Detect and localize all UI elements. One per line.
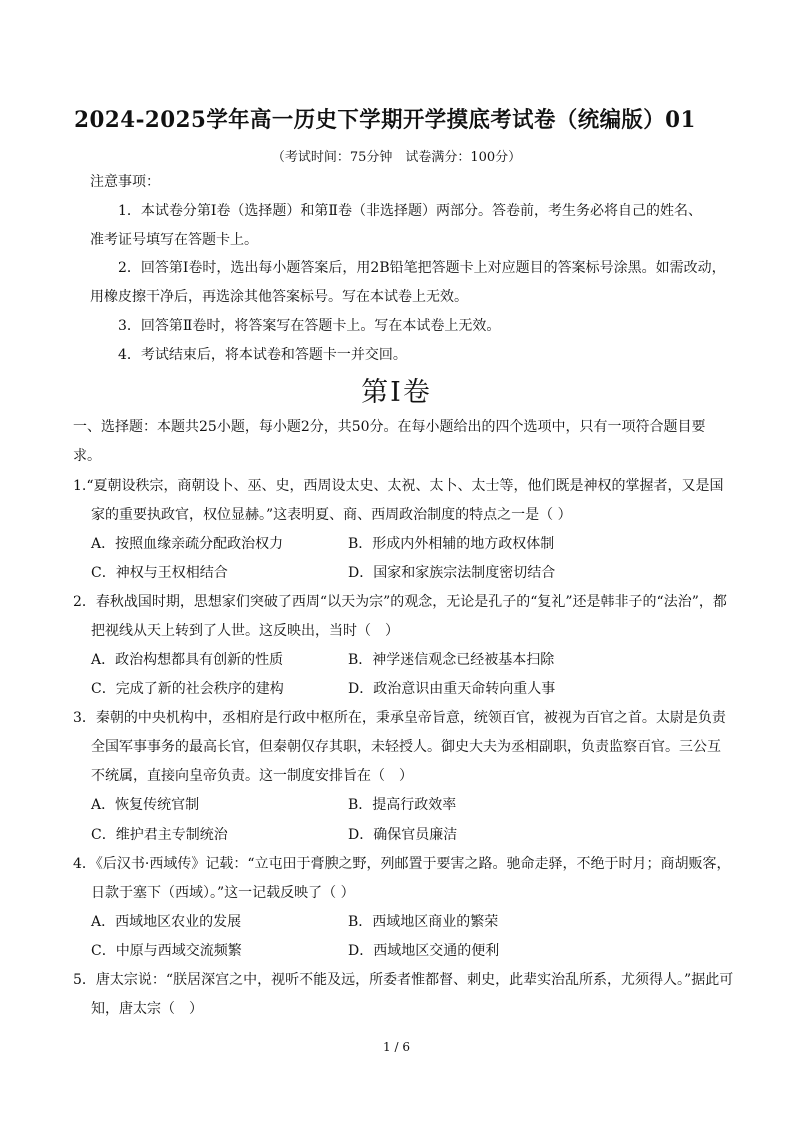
- question-4-option-a: A．西域地区农业的发展: [91, 914, 242, 930]
- question-3-option-a: A．恢复传统官制: [91, 797, 200, 813]
- question-1-option-c: C．神权与王权相结合: [91, 565, 228, 581]
- exam-subtitle: （考试时间：75分钟 试卷满分：100分）: [271, 150, 522, 165]
- question-3-line-1: 3．秦朝的中央机构中，丞相府是行政中枢所在，秉承皇帝旨意，统领百官，被视为百官之首。太尉是负责: [73, 710, 726, 726]
- question-5-line-2: 知，唐太宗（ ）: [91, 1001, 203, 1017]
- question-2-option-a: A．政治构想都具有创新的性质: [91, 652, 284, 668]
- note-3: 3．回答第Ⅱ卷时，将答案写在答题卡上。写在本试卷上无效。: [118, 318, 501, 334]
- note-2-line-1: 2．回答第Ⅰ卷时，选出每小题答案后，用2B铅笔把答题卡上对应题目的答案标号涂黑。如需改动，: [118, 260, 726, 276]
- question-1-line-2: 家的重要执政官，权位显赫。”这表明夏、商、西周政治制度的特点之一是（ ）: [91, 507, 572, 523]
- note-1-line-1: 1．本试卷分第Ⅰ卷（选择题）和第Ⅱ卷（非选择题）两部分。答卷前，考生务必将自己的姓名、: [118, 203, 702, 219]
- notes-heading: 注意事项：: [90, 174, 160, 190]
- note-1-line-2: 准考证号填写在答题卡上。: [90, 232, 258, 248]
- question-2-option-c: C．完成了新的社会秩序的建构: [91, 681, 284, 697]
- question-1-option-b: B．形成内外相辅的地方政权体制: [348, 536, 555, 552]
- exam-title: 2024-2025学年高一历史下学期开学摸底考试卷（统编版）01: [74, 107, 696, 133]
- question-3-option-b: B．提高行政效率: [348, 797, 457, 813]
- note-4: 4．考试结束后，将本试卷和答题卡一并交回。: [118, 347, 407, 363]
- question-3-line-3: 不统属，直接向皇帝负责。这一制度安排旨在（ ）: [91, 768, 413, 784]
- page-number: 1 / 6: [383, 1040, 410, 1054]
- question-3-line-2: 全国军事事务的最高长官，但秦朝仅存其职，未轻授人。御史大夫为丞相副职，负责监察百官。三公互: [91, 739, 721, 755]
- question-4-option-b: B．西域地区商业的繁荣: [348, 914, 499, 930]
- question-5-line-1: 5．唐太宗说：“朕居深宫之中，视听不能及远，所委者惟都督、刺史，此辈实治乱所系，尤须得人。”据此可: [73, 972, 734, 988]
- question-4-line-2: 日款于塞下（西域）。”这一记载反映了（ ）: [91, 885, 355, 901]
- question-1-line-1: 1.“夏朝设秩宗，商朝设卜、巫、史，西周设太史、太祝、太卜、太士等，他们既是神权的掌握者，又是国: [73, 478, 724, 494]
- question-2-option-d: D．政治意识由重天命转向重人事: [348, 681, 556, 697]
- question-4-option-d: D．西域地区交通的便利: [348, 943, 500, 959]
- section-instructions-line-1: 一、选择题：本题共25小题，每小题2分，共50分。在每小题给出的四个选项中，只有一项符合题目要: [73, 419, 706, 435]
- question-3-option-d: D．确保官员廉洁: [348, 827, 458, 843]
- question-1-option-a: A．按照血缘亲疏分配政治权力: [91, 536, 284, 552]
- question-2-option-b: B．神学迷信观念已经被基本扫除: [348, 652, 555, 668]
- section-title: 第Ⅰ卷: [361, 377, 432, 408]
- section-instructions-line-2: 求。: [73, 448, 101, 464]
- question-4-line-1: 4．《后汉书·西域传》记载：“立屯田于膏腴之野，列邮置于要害之路。驰命走驿，不绝于时月；商胡贩客，: [73, 856, 731, 872]
- question-1-option-d: D．国家和家族宗法制度密切结合: [348, 565, 556, 581]
- question-4-option-c: C．中原与西域交流频繁: [91, 943, 242, 959]
- question-2-line-1: 2．春秋战国时期，思想家们突破了西周“以天为宗”的观念，无论是孔子的“复礼”还是韩非子的“法治”，都: [73, 594, 727, 610]
- question-3-option-c: C．维护君主专制统治: [91, 827, 228, 843]
- note-2-line-2: 用橡皮擦干净后，再选涂其他答案标号。写在本试卷上无效。: [90, 289, 468, 305]
- question-2-line-2: 把视线从天上转到了人世。这反映出，当时（ ）: [91, 623, 399, 639]
